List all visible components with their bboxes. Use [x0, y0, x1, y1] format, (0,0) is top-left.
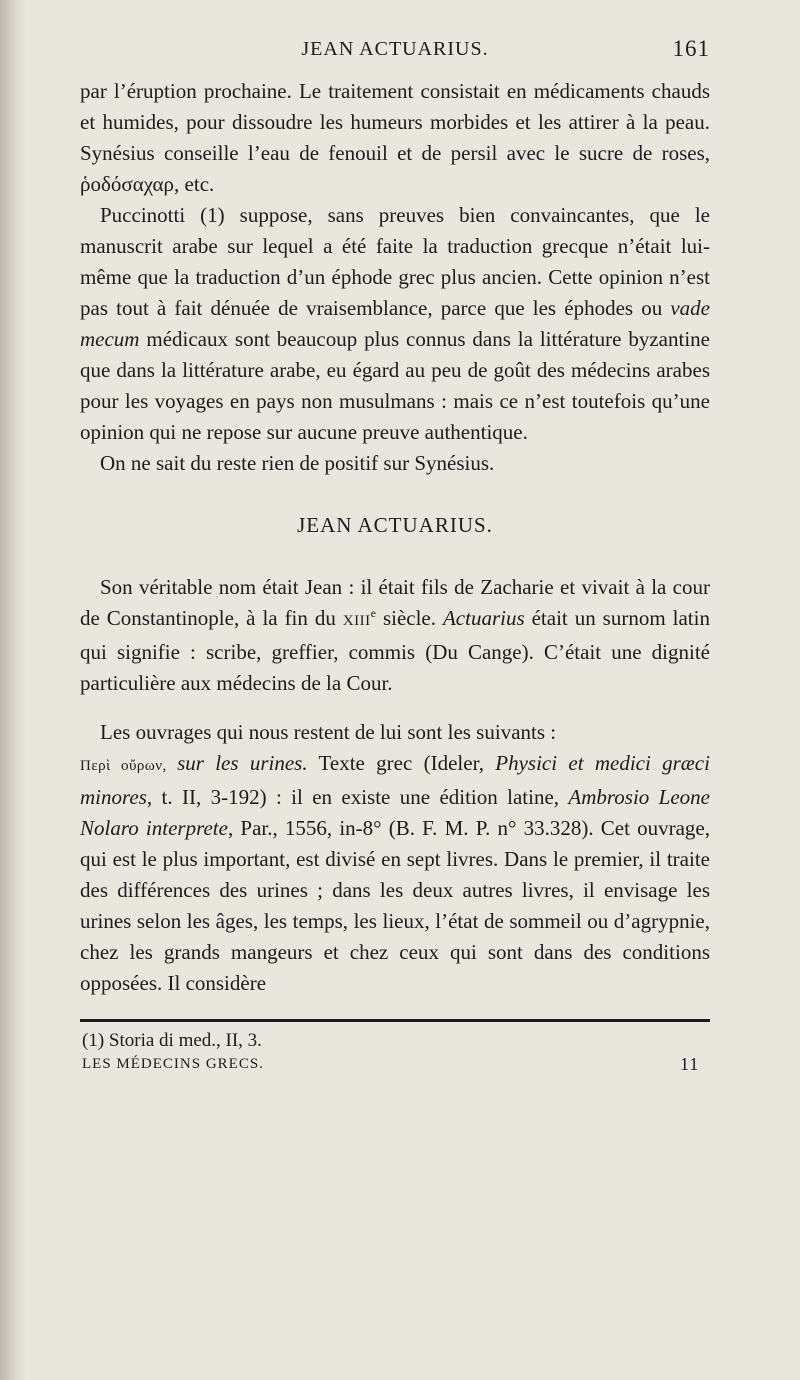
signature-number: 11: [680, 1054, 700, 1074]
italic-term: Ambrosio Leone Nolaro interprete: [80, 785, 710, 840]
paragraph-gap: [80, 699, 710, 717]
footnote-rule: [80, 1019, 710, 1022]
paragraph-synesius: On ne sait du reste rien de positif sur Synésius.: [100, 451, 495, 475]
page-number: 161: [672, 36, 710, 61]
paragraph-text: Puccinotti (1) suppose, sans preuves bien convaincantes, que le manuscrit arabe sur lequel a été faite la traduction grecque n’était lui-même que la traduction d’un éphode grec plus ancien. Cette opinion n’est pas tout à fait dénuée de vraisemblance, parce que les éphodes ou: [80, 203, 710, 320]
book-spine-shadow: [0, 0, 26, 1380]
running-title: JEAN ACTUARIUS.: [301, 38, 489, 60]
italic-term: Physici et medici græci minores: [80, 751, 710, 809]
superscript: e: [370, 606, 376, 620]
signature-line: [80, 1054, 710, 1080]
paragraph-biography: [80, 572, 710, 699]
book-page: [80, 36, 710, 1080]
century-numeral: XIII: [342, 613, 371, 629]
italic-term: sur les urines.: [177, 751, 308, 775]
signature-mark: LES MÉDECINS GRECS.: [82, 1056, 264, 1072]
paragraph-text: , t. II, 3-192) : il en existe une édition latine,: [146, 785, 569, 809]
italic-term: Actuarius: [442, 606, 525, 630]
italic-term: vade mecum: [80, 296, 710, 351]
paragraph-text: médicaux sont beaucoup plus connus dans la littérature byzantine que dans la littérature arabe, eu égard au peu de goût des médecins arabes pour les voyages en pays non musulmans : mais ce n’est toutefois qu’une opinion qui ne repose sur aucune preuve authentique.: [80, 327, 710, 444]
paragraph-text: Texte grec (Ideler,: [307, 751, 496, 775]
footnote: (1) Storia di med., II, 3.: [82, 1030, 262, 1051]
paragraph-text: Son véritable nom était Jean : il était fils de Zacharie et vivait à la cour de Constantinople, à la fin du: [80, 575, 710, 630]
paragraph-puccinotti: [80, 200, 710, 448]
paragraph-text: , Par., 1556, in-8° (B. F. M. P. n° 33.328). Cet ouvrage, qui est le plus important, est divisé en sept livres. Dans le premier, il traite des différences des urines ; dans les deux autres livres, il envisage les urines selon les âges, les temps, les lieux, l’état de sommeil ou d’agrypnie, chez les grands mangeurs et chez ceux qui sont dans des conditions opposées. Il considère: [80, 816, 710, 995]
running-head: [80, 36, 710, 76]
paragraph-text: était un surnom latin qui signifie : scribe, greffier, commis (Du Cange). C’était une dignité particulière aux médecins de la Cour.: [80, 606, 710, 695]
section-heading: JEAN ACTUARIUS.: [297, 513, 493, 537]
paragraph-fenouil: par l’éruption prochaine. Le traitement consistait en médicaments chauds et humides, pour dissoudre les humeurs morbides et les attirer à la peau. Synésius conseille l’eau de fenouil et de persil avec le sucre de roses, ῥοδόσαχαρ, etc.: [80, 79, 710, 196]
greek-title: Περὶ οὔρων,: [80, 758, 178, 774]
paragraph-works: [80, 748, 710, 999]
paragraph-text: siècle.: [375, 606, 443, 630]
paragraph-works-lead: Les ouvrages qui nous restent de lui sont les suivants :: [100, 720, 557, 744]
